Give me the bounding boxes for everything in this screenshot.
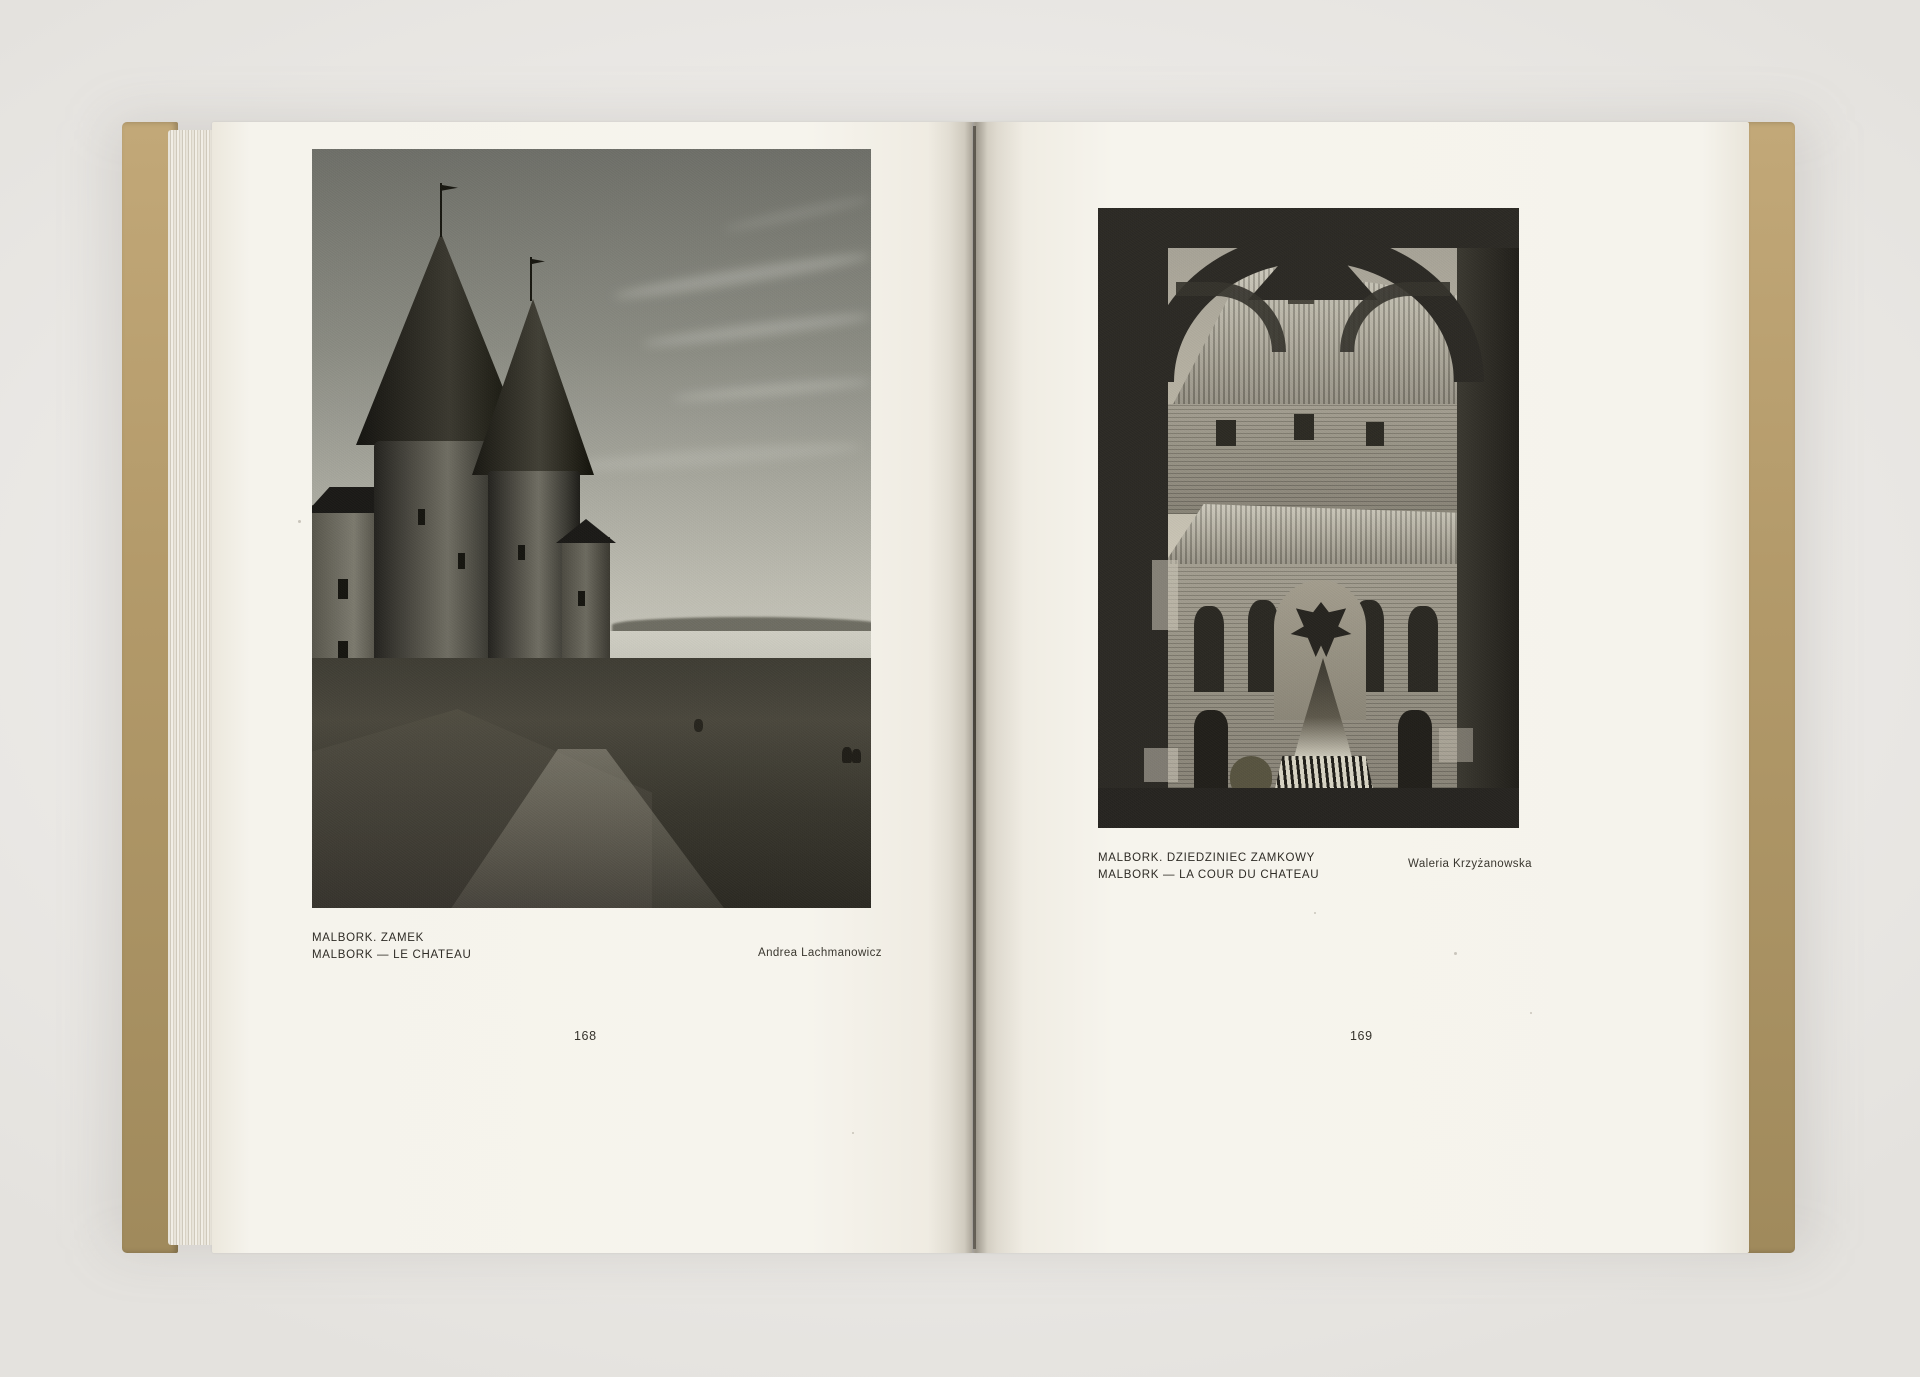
caption-right — [1098, 850, 1319, 884]
folio-right: 169 — [1350, 1029, 1373, 1043]
page-right — [974, 122, 1749, 1253]
paper-speck — [1530, 1012, 1532, 1014]
photographer-credit-right: Waleria Krzyżanowska — [1408, 858, 1532, 870]
caption-left-polish: MALBORK. ZAMEK — [312, 932, 425, 944]
caption-left-french: MALBORK — LE CHATEAU — [312, 949, 472, 961]
photo-castle-courtyard — [1098, 208, 1519, 828]
folio-left: 168 — [574, 1029, 597, 1043]
page-left — [212, 122, 972, 1253]
caption-right-polish: MALBORK. DZIEDZINIEC ZAMKOWY — [1098, 852, 1316, 864]
caption-left — [312, 930, 472, 964]
plate-photo-left — [312, 149, 871, 908]
paper-speck — [1454, 952, 1457, 955]
paper-speck — [298, 520, 301, 523]
plate-photo-right — [1098, 208, 1519, 828]
paper-speck — [852, 1132, 854, 1134]
photographer-credit-left: Andrea Lachmanowicz — [758, 947, 882, 959]
paper-speck — [1314, 912, 1316, 914]
open-book — [122, 122, 1795, 1253]
photo-castle-towers — [312, 149, 871, 908]
caption-right-french: MALBORK — LA COUR DU CHATEAU — [1098, 869, 1320, 881]
